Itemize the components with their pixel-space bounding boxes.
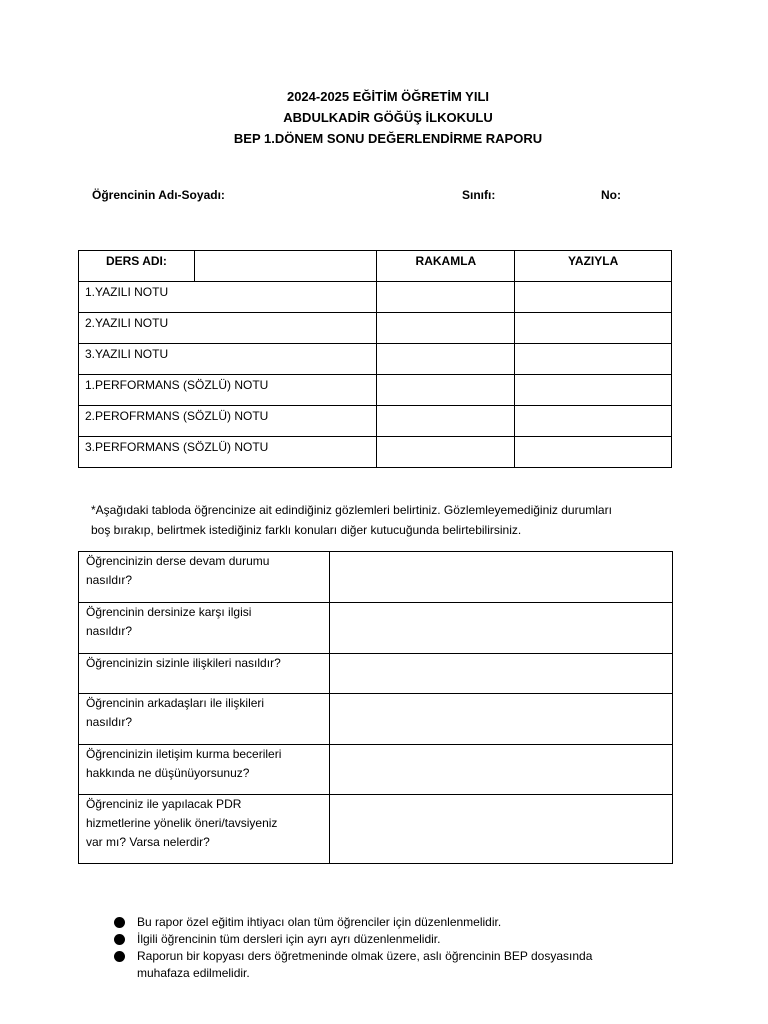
question-text: Öğrencinizin derse devam durumu [86, 554, 270, 568]
question-text: Öğrencinin dersinize karşı ilgisi [86, 605, 252, 619]
table-row [79, 654, 673, 694]
table-row [79, 552, 673, 603]
digits-header: RAKAMLA [377, 251, 515, 282]
grade-digits-cell[interactable] [377, 282, 515, 313]
question-cell [79, 694, 330, 745]
instruction-line: boş bırakıp, belirtmek istediğiniz farklı konuları diğer kutucuğunda belirtebilirsiniz. [91, 523, 522, 537]
grade-digits-cell[interactable] [377, 406, 515, 437]
grade-words-cell[interactable] [515, 282, 672, 313]
list-item-text: Bu rapor özel eğitim ihtiyacı olan tüm öğrenciler için düzenlenmelidir. [137, 915, 502, 929]
question-text: Öğrenciniz ile yapılacak PDR [86, 797, 242, 811]
question-cell [79, 745, 330, 795]
title-school: ABDULKADİR GÖĞÜŞ İLKOKULU [283, 110, 493, 125]
class-label: Sınıfı: [462, 188, 496, 202]
course-name-field[interactable] [194, 251, 377, 282]
table-row [79, 313, 672, 344]
question-cell [79, 552, 330, 603]
question-cell [79, 603, 330, 654]
list-item-line: Raporun bir kopyası ders öğretmeninde olmak üzere, aslı öğrencinin BEP dosyasında [137, 949, 593, 963]
grade-digits-cell[interactable] [377, 437, 515, 468]
list-item-text: İlgili öğrencinin tüm dersleri için ayrı ayrı düzenlenmelidir. [137, 932, 441, 946]
table-row [79, 282, 672, 313]
table-row [79, 694, 673, 745]
grade-digits-cell[interactable] [377, 313, 515, 344]
question-text: nasıldır? [86, 715, 133, 729]
notes-list [114, 914, 674, 982]
table-row [79, 406, 672, 437]
table-row [79, 437, 672, 468]
answer-cell[interactable] [330, 694, 673, 745]
table-row [79, 375, 672, 406]
question-text: hakkında ne düşünüyorsunuz? [86, 766, 250, 780]
grade-digits-cell[interactable] [377, 375, 515, 406]
grade-label: 1.PERFORMANS (SÖZLÜ) NOTU [79, 375, 377, 406]
answer-cell[interactable] [330, 603, 673, 654]
bullet-icon [114, 934, 125, 945]
grade-words-cell[interactable] [515, 375, 672, 406]
question-text: nasıldır? [86, 624, 133, 638]
question-text: hizmetlerine yönelik öneri/tavsiyeniz [86, 816, 278, 830]
table-row [79, 745, 673, 795]
question-text: Öğrencinin arkadaşları ile ilişkileri [86, 696, 265, 710]
instruction-line: *Aşağıdaki tabloda öğrencinize ait edindiğiniz gözlemleri belirtiniz. Gözlemleyemediğiniz durumları [91, 503, 612, 517]
question-text: Öğrencinizin sizinle ilişkileri nasıldır? [86, 656, 281, 670]
question-text: Öğrencinizin iletişim kurma becerileri [86, 747, 282, 761]
answer-cell[interactable] [330, 654, 673, 694]
grade-words-cell[interactable] [515, 437, 672, 468]
table-row [79, 251, 672, 282]
grade-digits-cell[interactable] [377, 344, 515, 375]
answer-cell[interactable] [330, 745, 673, 795]
grades-table [78, 250, 672, 468]
table-row [79, 344, 672, 375]
table-row [79, 795, 673, 864]
bullet-icon [114, 951, 125, 962]
words-header: YAZIYLA [515, 251, 672, 282]
list-item [114, 931, 674, 948]
number-label: No: [601, 188, 621, 202]
list-item [114, 914, 674, 931]
question-text: nasıldır? [86, 573, 133, 587]
grade-words-cell[interactable] [515, 344, 672, 375]
observation-instructions [91, 500, 681, 540]
table-row [79, 603, 673, 654]
answer-cell[interactable] [330, 795, 673, 864]
question-cell [79, 654, 330, 694]
list-item [114, 948, 674, 982]
title-year: 2024-2025 EĞİTİM ÖĞRETİM YILI [286, 89, 490, 104]
grade-label: 2.YAZILI NOTU [79, 313, 377, 344]
grade-label: 3.YAZILI NOTU [79, 344, 377, 375]
title-report: BEP 1.DÖNEM SONU DEĞERLENDİRME RAPORU [233, 131, 543, 146]
bullet-icon [114, 917, 125, 928]
grade-label: 2.PEROFRMANS (SÖZLÜ) NOTU [79, 406, 377, 437]
grade-words-cell[interactable] [515, 313, 672, 344]
question-text: var mı? Varsa nelerdir? [86, 835, 210, 849]
course-name-label: DERS ADI: [79, 251, 195, 282]
list-item-line: muhafaza edilmelidir. [137, 966, 250, 980]
student-name-label: Öğrencinin Adı-Soyadı: [92, 188, 225, 202]
question-cell [79, 795, 330, 864]
list-item-text [137, 948, 592, 982]
observations-table [78, 551, 673, 864]
report-title [0, 86, 768, 149]
grade-words-cell[interactable] [515, 406, 672, 437]
answer-cell[interactable] [330, 552, 673, 603]
grade-label: 3.PERFORMANS (SÖZLÜ) NOTU [79, 437, 377, 468]
grade-label: 1.YAZILI NOTU [79, 282, 377, 313]
